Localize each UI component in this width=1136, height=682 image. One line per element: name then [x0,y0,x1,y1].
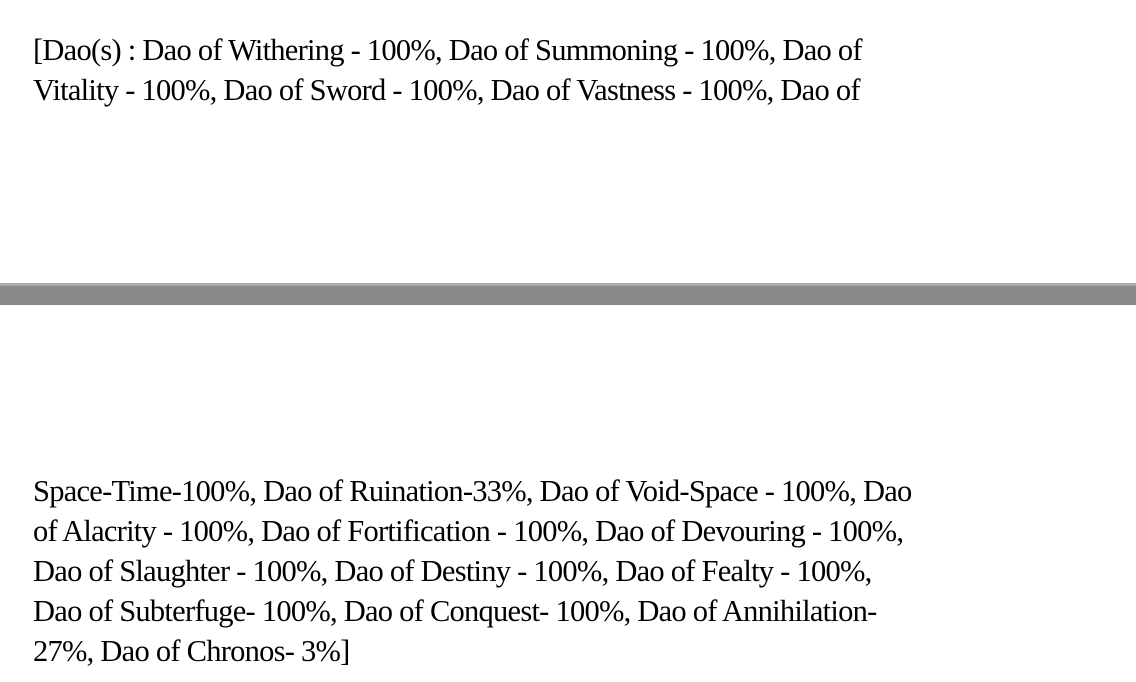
text-line: [Dao(s) : Dao of Withering - 100%, Dao of Summoning - 100%, Dao of [33,33,862,67]
text-line: Dao of Slaughter - 100%, Dao of Destiny - 100%, Dao of Fealty - 100%, [33,554,872,588]
text-line: Vitality - 100%, Dao of Sword - 100%, Dao of Vastness - 100%, Dao of [33,73,860,107]
bottom-page-text [33,471,912,671]
text-line: Space-Time-100%, Dao of Ruination-33%, Dao of Void-Space - 100%, Dao [33,474,912,508]
page-break-divider [0,283,1136,305]
text-line: Dao of Subterfuge- 100%, Dao of Conquest- 100%, Dao of Annihilation- [33,594,877,628]
top-page-text [33,30,862,110]
text-line: 27%, Dao of Chronos- 3%] [33,634,350,668]
text-line: of Alacrity - 100%, Dao of Fortification - 100%, Dao of Devouring - 100%, [33,514,904,548]
